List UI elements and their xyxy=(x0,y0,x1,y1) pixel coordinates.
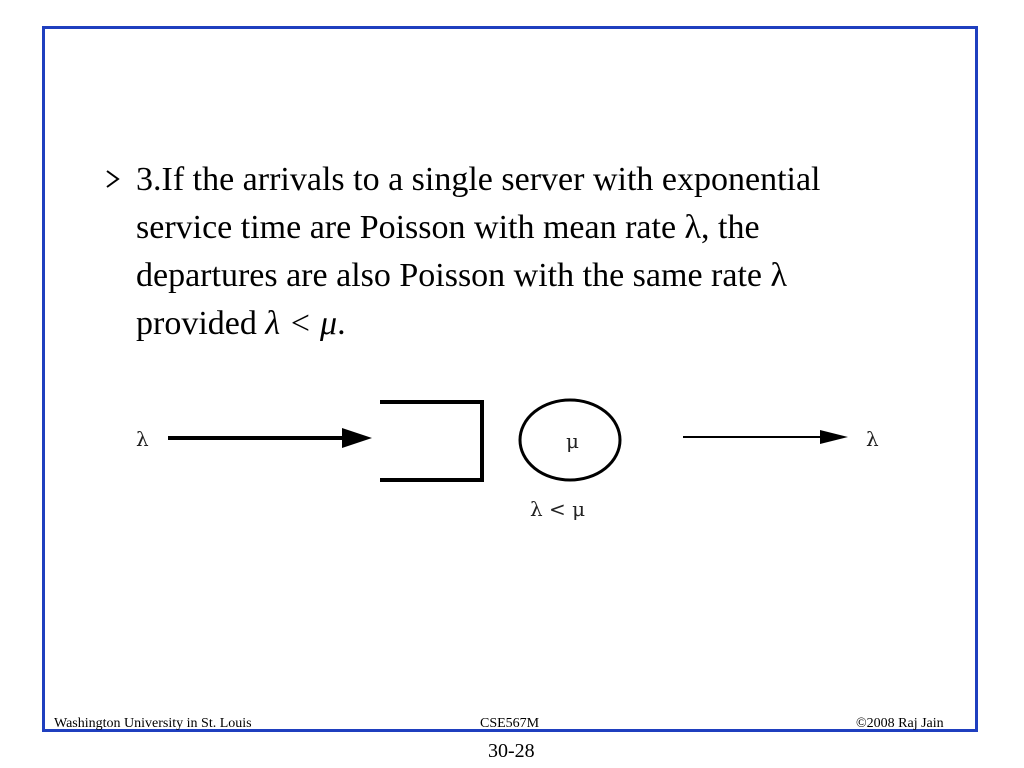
footer-copyright: ©2008 Raj Jain xyxy=(856,716,944,731)
queue-diagram-graphics xyxy=(120,390,920,540)
output-rate-label: λ xyxy=(866,427,879,451)
stability-condition-label: λ < μ xyxy=(530,497,586,521)
queue-diagram xyxy=(120,390,920,540)
bullet-line-1: 3.If the arrivals to a single server with exponential xyxy=(136,161,821,198)
bullet-line-2: service time are Poisson with mean rate λ, the xyxy=(136,209,760,246)
arrowhead-bullet-icon xyxy=(106,170,120,188)
inequality-math: λ < μ xyxy=(265,305,338,342)
bullet-line-3: departures are also Poisson with the same rate λ xyxy=(136,257,787,294)
footer-institution: Washington University in St. Louis xyxy=(54,716,252,731)
queue-buffer xyxy=(380,402,482,480)
bullet-line-4-prefix: provided xyxy=(136,305,266,342)
page-number: 30-28 xyxy=(488,740,535,762)
footer-course: CSE567M xyxy=(480,716,540,731)
input-rate-label: λ xyxy=(136,427,149,451)
bullet-text xyxy=(136,156,946,348)
slide-frame xyxy=(42,26,978,732)
service-rate-label: μ xyxy=(566,429,579,453)
output-arrowhead xyxy=(820,430,848,444)
input-arrowhead xyxy=(342,428,372,448)
bullet-line-4-suffix: . xyxy=(337,305,346,342)
bullet-line-4 xyxy=(136,300,946,348)
